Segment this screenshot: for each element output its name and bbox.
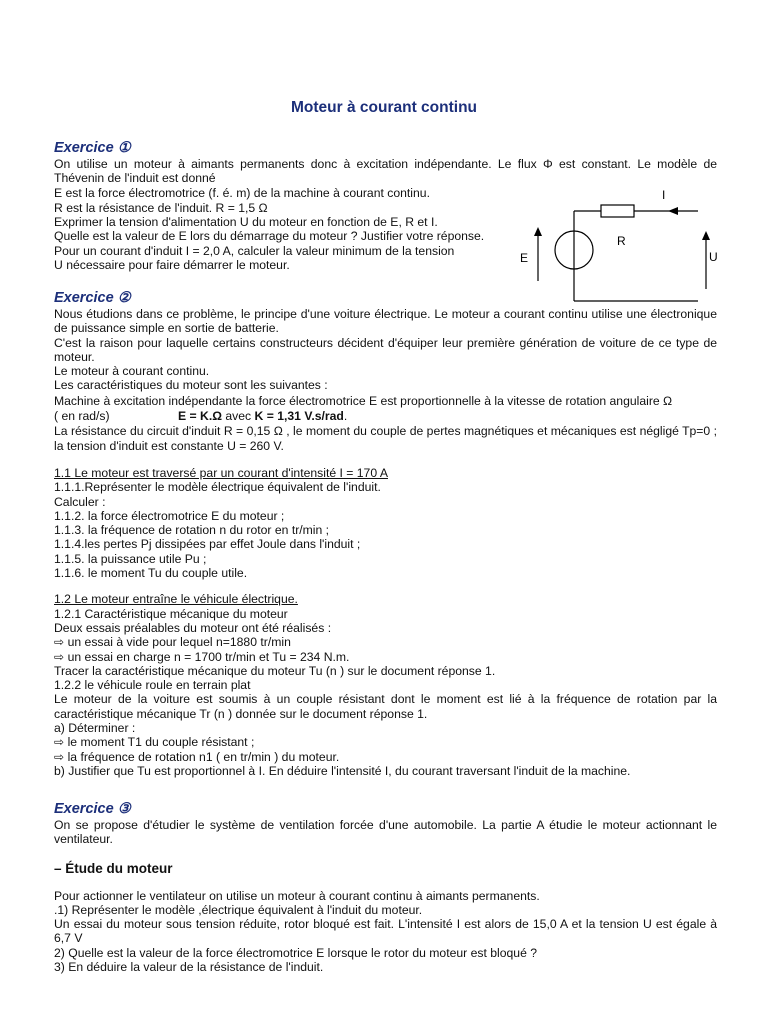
section-1-2-2-item: b) Justifier que Tu est proportionnel à I. En déduire l'intensité I, du courant traversant l'induit de la machine. (54, 763, 631, 778)
section-1-1-item: 1.1.5. la puissance utile Pu ; (54, 551, 207, 566)
exercise-2-formula-line (54, 409, 717, 423)
section-1-2-item: ⇨ un essai à vide pour lequel n=1880 tr/min (54, 635, 291, 650)
exercise-2 (54, 289, 717, 778)
formula-e: E = K.Ω (178, 409, 222, 424)
formula-avec: avec (221, 409, 255, 424)
section-1-1-item: 1.1.6. le moment Tu du couple utile. (54, 566, 248, 581)
label-e: E (520, 251, 529, 265)
exercise-3-line: 3) En déduire la valeur de la résistance de l'induit. (54, 960, 324, 975)
exercise-1-line: Pour un courant d'induit I = 2,0 A, calculer la valeur minimum de la tension (54, 243, 455, 258)
section-1-1-item: Calculer : (54, 494, 106, 509)
formula-unit: ( en rad/s) (54, 409, 110, 424)
exercise-2-paragraph: C'est la raison pour laquelle certains constructeurs décident d'équiper leur première génération de voiture de ce type de moteur. (54, 335, 717, 364)
resistor-symbol (601, 205, 634, 217)
exercise-3-heading: Exercice ③ (54, 801, 131, 817)
exercise-1-line: Exprimer la tension d'alimentation U du moteur en fonction de E, R et I. (54, 215, 438, 230)
section-1-2-item: 1.2.1 Caractéristique mécanique du moteur (54, 606, 288, 621)
exercise-3-subheading: – Étude du moteur (54, 860, 173, 876)
exercise-1-intro: On utilise un moteur à aimants permanents donc à excitation indépendante. Le flux Φ est constant. Le modèle de Thévenin de l'induit est donné (54, 157, 717, 186)
page-title: Moteur à courant continu (291, 99, 477, 116)
exercise-2-paragraph: La résistance du circuit d'induit R = 0,15 Ω , le moment du couple de pertes magnétiques et mécaniques est négligé Tp=0 ; la tension d'induit est constante U = 260 V. (54, 424, 717, 453)
exercise-2-line: Machine à excitation indépendante la force électromotrice E est proportionnelle à la vitesse de rotation angulaire Ω (54, 393, 673, 408)
exercise-1-line: E est la force électromotrice (f. é. m) de la machine à courant continu. (54, 185, 430, 200)
exercise-1-line: U nécessaire pour faire démarrer le moteur. (54, 258, 290, 273)
label-i: I (662, 188, 666, 202)
exercise-2-paragraph: Nous étudions dans ce problème, le principe d'une voiture électrique. Le moteur a courant continu utilise une électronique de puissance simple en sortie de batterie. (54, 307, 717, 336)
exercise-1-heading: Exercice ① (54, 140, 131, 156)
section-1-2-item: 1.2.2 le véhicule roule en terrain plat (54, 678, 251, 693)
section-1-2-item: ⇨ un essai en charge n = 1700 tr/min et Tu = 234 N.m. (54, 649, 350, 664)
formula-k: K = 1,31 V.s/rad (254, 409, 344, 424)
section-1-2-item: Deux essais préalables du moteur ont été réalisés : (54, 620, 332, 635)
section-1-1-title: 1.1 Le moteur est traversé par un courant d'intensité I = 170 A (54, 465, 388, 480)
exercise-3-line: Pour actionner le ventilateur on utilise un moteur à courant continu à aimants permanents. (54, 888, 540, 903)
exercise-1-line: Quelle est la valeur de E lors du démarrage du moteur ? Justifier votre réponse. (54, 229, 485, 244)
formula-dot: . (343, 409, 348, 424)
exercise-3-paragraph: Un essai du moteur sous tension réduite, rotor bloqué est fait. L'intensité I est alors de 15,0 A et la tension U est égale à 6,7 V (54, 917, 717, 946)
exercise-3-line: .1) Représenter le modèle ,électrique équivalent à l'induit du moteur. (54, 902, 423, 917)
exercise-2-line: Les caractéristiques du moteur sont les suivantes : (54, 378, 328, 393)
exercise-3-paragraph: On se propose d'étudier le système de ventilation forcée d'une automobile. La partie A étudie le moteur actionnant le ventilateur. (54, 818, 717, 847)
exercise-3-line: 2) Quelle est la valeur de la force électromotrice E lorsque le rotor du moteur est bloqué ? (54, 945, 538, 960)
section-1-1-item: 1.1.2. la force électromotrice E du moteur ; (54, 508, 285, 523)
section-1-2-2-paragraph: Le moteur de la voiture est soumis à un couple résistant dont le moment est lié à la fréquence de rotation par la caractéristique mécanique Tr (n ) donnée sur le document réponse 1. (54, 692, 717, 721)
exercise-2-heading: Exercice ② (54, 290, 131, 306)
label-r: R (617, 234, 626, 248)
section-1-1-item: 1.1.3. la fréquence de rotation n du rotor en tr/min ; (54, 523, 330, 538)
section-1-2-item: Tracer la caractéristique mécanique du moteur Tu (n ) sur le document réponse 1. (54, 663, 496, 678)
current-arrow (668, 207, 678, 215)
section-1-1-item: 1.1.1.Représenter le modèle électrique équivalent de l'induit. (54, 480, 381, 495)
section-1-2-2-item: a) Déterminer : (54, 721, 136, 736)
section-1-2-2-item: ⇨ le moment T1 du couple résistant ; (54, 735, 255, 750)
label-u: U (709, 250, 718, 264)
section-1-2-title: 1.2 Le moteur entraîne le véhicule électrique. (54, 592, 298, 607)
exercise-2-line: Le moteur à courant continu. (54, 364, 210, 379)
exercise-1-line: R est la résistance de l'induit. R = 1,5 Ω (54, 200, 268, 215)
section-1-2-2-item: ⇨ la fréquence de rotation n1 ( en tr/min ) du moteur. (54, 749, 340, 764)
section-1-1-item: 1.1.4.les pertes Pj dissipées par effet Joule dans l'induit ; (54, 537, 361, 552)
exercise-3 (54, 800, 717, 974)
